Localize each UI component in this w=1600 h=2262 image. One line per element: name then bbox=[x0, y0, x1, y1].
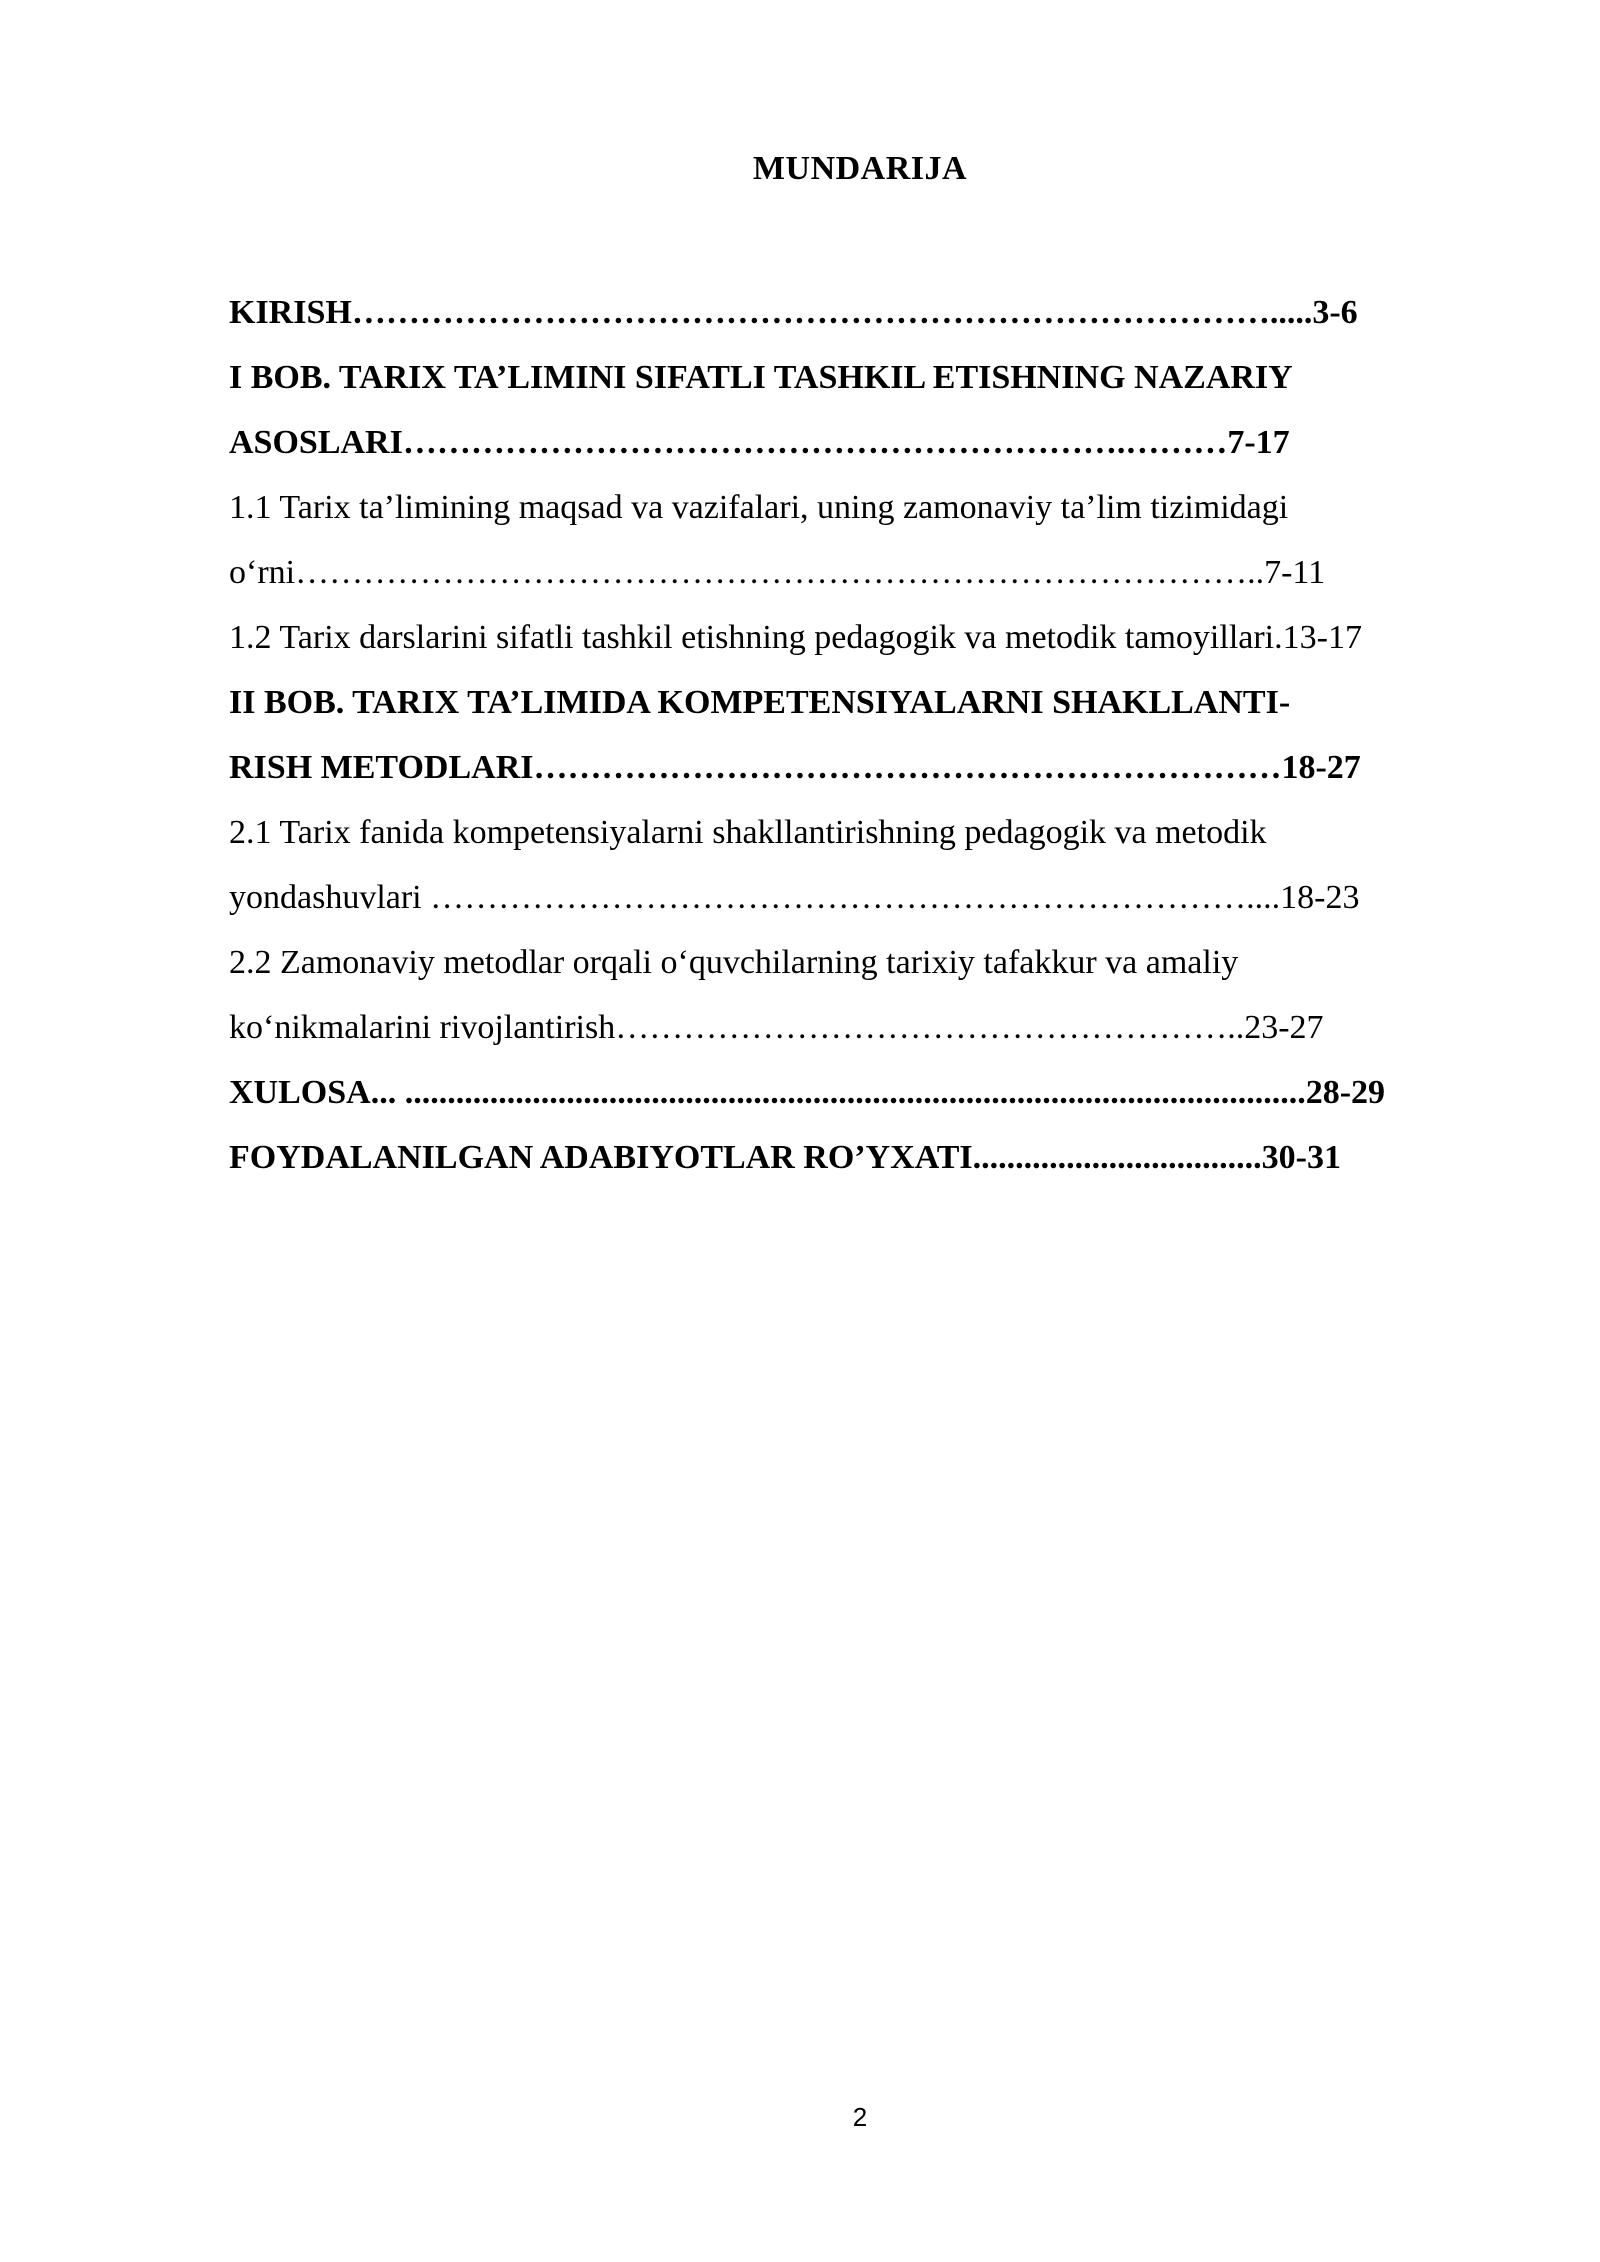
toc-entry-kirish: KIRISH……………………………………………………………………….....3-6 bbox=[229, 294, 1358, 331]
toc-entry-section-1-1-line-2: o‘rni…………………………………………………………………………..7-11 bbox=[229, 554, 1326, 591]
toc-title: MUNDARIJA bbox=[752, 150, 968, 187]
toc-entry-chapter-2-line-2: RISH METODLARI…………………………………………………………18-27 bbox=[229, 749, 1361, 786]
toc-entry-references: FOYDALANILGAN ADABIYOTLAR RO’YXATI..................................30-31 bbox=[229, 1139, 1341, 1176]
toc-entry-section-1-2: 1.2 Tarix darslarini sifatli tashkil etishning pedagogik va metodik tamoyillari.13-17 bbox=[229, 619, 1362, 656]
page-number: 2 bbox=[852, 2102, 868, 2132]
toc-entry-chapter-1-line-1: I BOB. TARIX TA’LIMINI SIFATLI TASHKIL ETISHNING NAZARIY bbox=[229, 359, 1293, 396]
toc-entry-section-2-2-line-1: 2.2 Zamonaviy metodlar orqali o‘quvchilarning tarixiy tafakkur va amaliy bbox=[229, 944, 1239, 981]
toc-entry-xulosa: XULOSA... ..........................................................................................................28-29 bbox=[229, 1074, 1386, 1111]
toc-entry-chapter-1-line-2: ASOSLARI……………………………………………………….………7-17 bbox=[229, 424, 1290, 461]
toc-entry-section-2-2-line-2: ko‘nikmalarini rivojlantirish………………………………………………..23-27 bbox=[229, 1009, 1324, 1046]
toc-entry-chapter-2-line-1: II BOB. TARIX TA’LIMIDA KOMPETENSIYALARNI SHAKLLANTI- bbox=[229, 684, 1291, 721]
table-of-contents bbox=[229, 280, 1489, 1190]
toc-entry-section-1-1-line-1: 1.1 Tarix ta’limining maqsad va vazifalari, uning zamonaviy ta’lim tizimidagi bbox=[229, 489, 1289, 526]
toc-entry-section-2-1-line-1: 2.1 Tarix fanida kompetensiyalarni shakllantirishning pedagogik va metodik bbox=[229, 814, 1267, 851]
toc-entry-section-2-1-line-2: yondashuvlari ………………………………………………………………....18-23 bbox=[229, 879, 1360, 916]
